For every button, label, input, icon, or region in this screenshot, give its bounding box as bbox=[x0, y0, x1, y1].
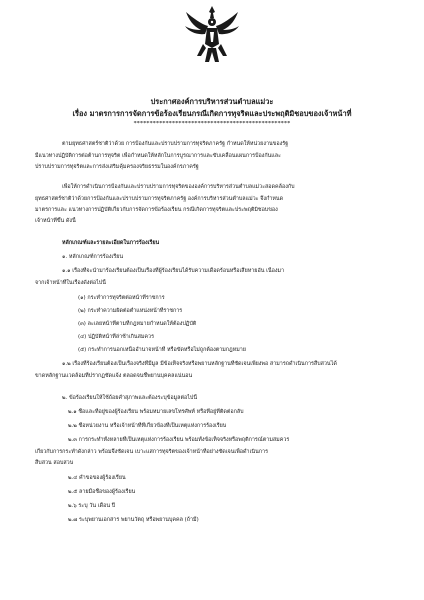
item-2: ๒.๔ คำขอของผู้ร้องเรียน bbox=[68, 475, 126, 481]
paragraph2-line: ยุทธศาสตร์ชาติว่าด้วยการป้องกันและปราบปรามการทุจริตภาครัฐ องค์การบริหารส่วนตำบลแม่วะ จึงกำหนด bbox=[35, 196, 284, 202]
item-2: ๒.๕ ลายมือชื่อของผู้ร้องเรียน bbox=[68, 489, 136, 495]
subitem-1-1: (๓) ละเลยหน้าที่ตามที่กฎหมายกำหนดให้ต้องปฏิบัติ bbox=[78, 321, 197, 327]
paragraph2-line: เพื่อให้การดำเนินการป้องกันและปราบปรามการทุจริตขององค์การบริหารส่วนตำบลแม่วะสอดคล้องกับ bbox=[62, 184, 295, 190]
item-2: ๒.๒ ชื่อหน่วยงาน หรือเจ้าหน้าที่ที่เกี่ยวข้องที่เป็นเหตุแห่งการร้องเรียน bbox=[68, 423, 227, 429]
paragraph1-line: ปราบปรามการทุจริตและการส่งเสริมคุ้มครองจริยธรรมในองค์กรภาครัฐ bbox=[35, 164, 199, 170]
item-2-3-line: เกี่ยวกับการกระทำดังกล่าว พร้อมจึงชัดเจน เบาะแสการทุจริตของเจ้าหน้าที่อย่างชัดเจนเพื่อดำเนินการ bbox=[35, 449, 268, 455]
separator: ************************************************* bbox=[133, 121, 291, 127]
paragraph2-line: เจ้าหน้าที่ขึ้น ดังนี้ bbox=[35, 218, 76, 224]
subitem-1-1: (๕) กระทำการนอกเหนืออำนาจหน้าที่ หรือขัดหรือไม่ถูกต้องตามกฎหมาย bbox=[78, 347, 246, 353]
garuda-emblem-icon bbox=[183, 4, 241, 66]
section2-title: ๒. ข้อร้องเรียนให้ใช้ถ้อยคำสุภาพและต้องระบุข้อมูลต่อไปนี้ bbox=[62, 395, 198, 401]
item-2: ๒.๑ ชื่อและที่อยู่ของผู้ร้องเรียน พร้อมหมายเลขโทรศัพท์ หรือที่อยู่ที่ติดต่อกลับ bbox=[68, 409, 244, 415]
item-2-3-line: ๒.๓ การกระทำทั้งหลายที่เป็นเหตุแห่งการร้องเรียน พร้อมทั้งข้อเท็จจริงหรือพฤติการณ์ตามสมควร bbox=[68, 437, 290, 443]
item-2: ๒.๗ ระบุพยานเอกสาร พยานวัตถุ หรือพยานบุคคล (ถ้ามี) bbox=[68, 517, 199, 523]
item-1-1-line: จากเจ้าหน้าที่ในเรื่องดังต่อไปนี้ bbox=[35, 280, 106, 286]
document-subject: เรื่อง มาตรการการจัดการข้อร้องเรียนกรณีเกิดการทุจริตและประพฤติมิชอบของเจ้าหน้าที่ bbox=[72, 109, 352, 118]
item-1-1-line: ๑.๑ เรื่องที่จะนำมาร้องเรียนต้องเป็นเรื่องที่ผู้ร้องเรียนได้รับความเดือดร้อนหรือเสียหายอัน เนื่องมา bbox=[62, 268, 285, 274]
document-title: ประกาศองค์การบริหารส่วนตำบลแม่วะ bbox=[150, 97, 274, 106]
subitem-1-1: (๒) กระทำความผิดต่อตำแหน่งหน้าที่ราชการ bbox=[78, 308, 183, 314]
subitem-1-1: (๔) ปฏิบัติหน้าที่ล่าช้าเกินสมควร bbox=[78, 334, 154, 340]
paragraph1-line: มีแนวทางปฏิบัติการต่อต้านการทุจริต เพื่อกำหนดให้หลักในการบูรณาการและขับเคลื่อนแผนการป้องกันและ bbox=[35, 153, 281, 159]
section1-title: ๑. หลักเกณฑ์การร้องเรียน bbox=[62, 254, 124, 260]
section-heading: หลักเกณฑ์และรายละเอียดในการร้องเรียน bbox=[62, 240, 160, 246]
paragraph2-line: มาตรการและ แนวทางการปฏิบัติเกี่ยวกับการจัดการข้อร้องเรียน กรณีเกิดการทุจริตและประพฤติมิชอบของ bbox=[35, 207, 278, 213]
item-2-3-line: สืบสวน สอบสวน bbox=[35, 460, 74, 466]
paragraph1-line: ตามยุทธศาสตร์ชาติว่าด้วย การป้องกันและปราบปรามการทุจริตภาครัฐ กำหนดให้หน่วยงานของรัฐ bbox=[62, 141, 289, 147]
subitem-1-1: (๑) กระทำการทุจริตต่อหน้าที่ราชการ bbox=[78, 295, 165, 301]
item-1-2-line: ขาดหลักฐานแวดล้อมที่ปรากฏชัดแจ้ง ตลอดจนชี้พยานบุคคลแน่นอน bbox=[35, 373, 193, 379]
item-2: ๒.๖ ระบุ วัน เดือน ปี bbox=[68, 503, 116, 509]
item-1-2-line: ๑.๒ เรื่องที่ร้องเรียนต้องเป็นเรื่องจริงที่มีมูล มีข้อเท็จจริงหรือพยานหลักฐานที่ชัดเจนเพียงพอ สามารถดำเนินการสืบสวนได้ bbox=[62, 361, 337, 367]
